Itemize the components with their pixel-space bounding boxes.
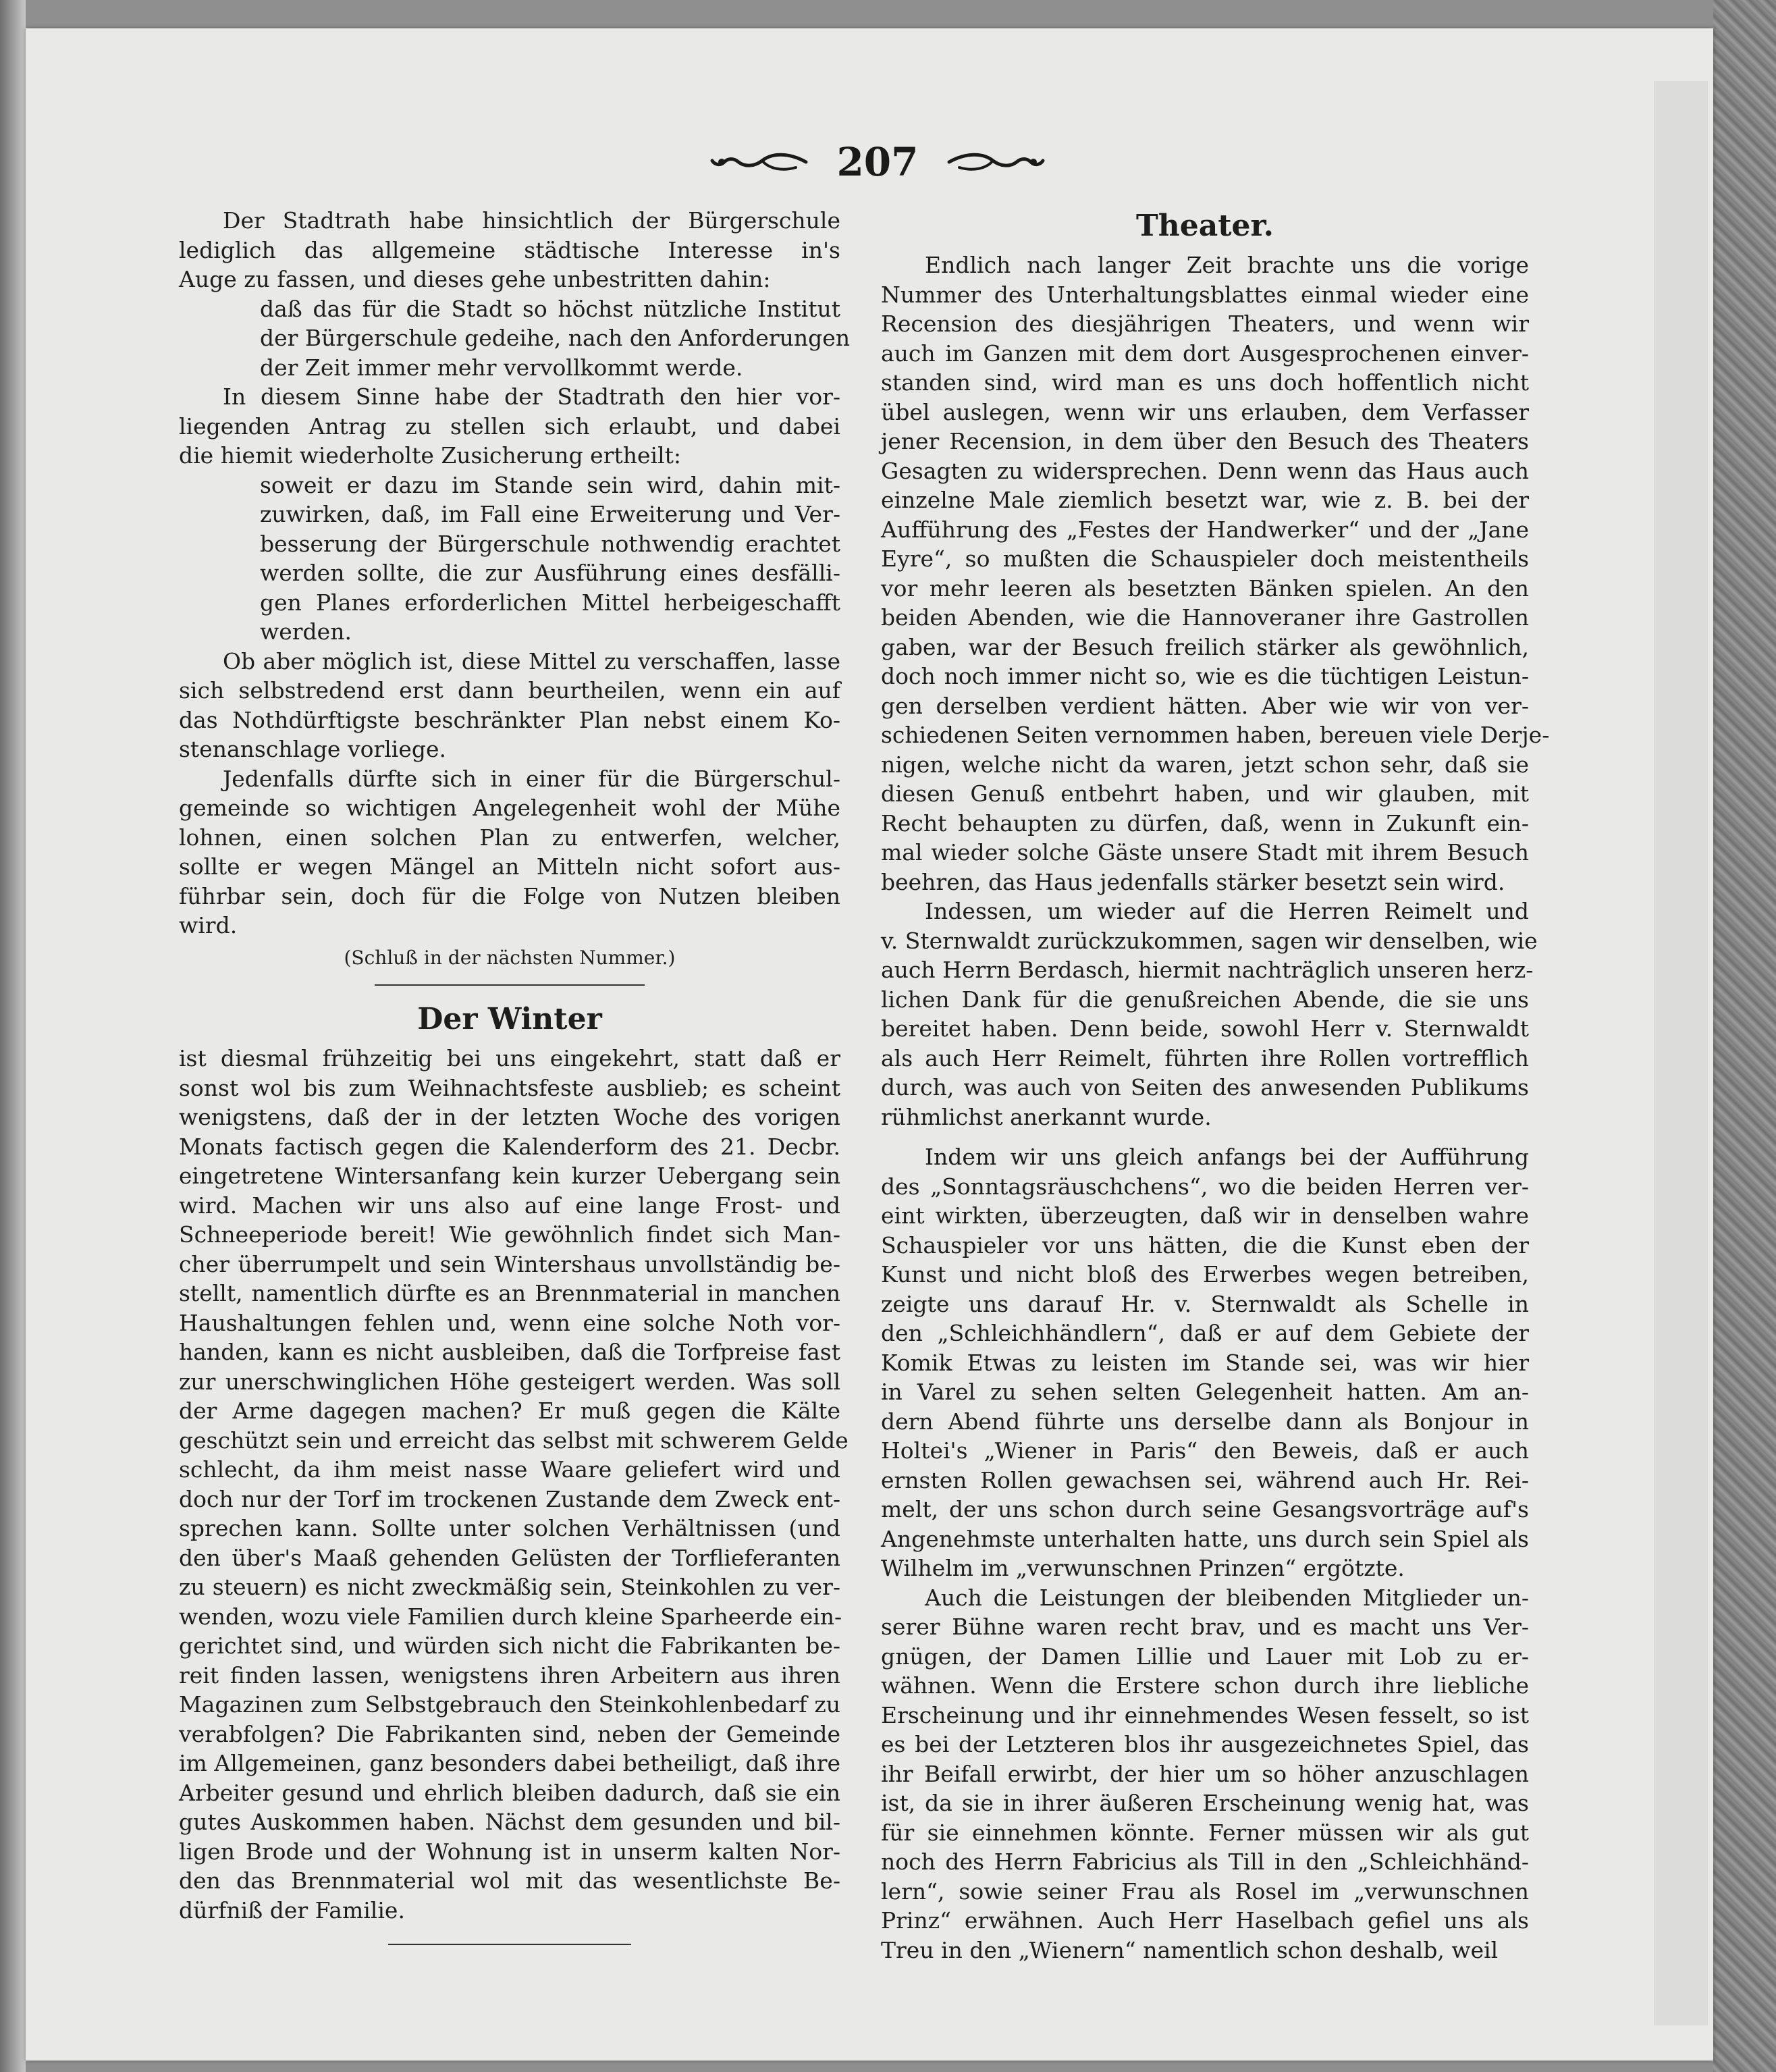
text-line: sich selbstredend erst dann beurtheilen, wenn ein auf	[179, 677, 840, 703]
text-line: Haushaltungen fehlen und, wenn eine solche Noth vor-	[179, 1309, 840, 1336]
text-line: führbar sein, doch für die Folge von Nutzen bleiben	[179, 882, 840, 909]
text-line: rühmlichst anerkannt wurde.	[881, 1103, 1212, 1130]
paragraph	[179, 206, 840, 294]
text-line: Auge zu fassen, und dieses gehe unbestritten dahin:	[179, 266, 771, 292]
paragraph	[179, 471, 840, 647]
text-line: die hiemit wiederholte Zusicherung ertheilt:	[179, 442, 682, 469]
text-line: wenigstens, daß der in der letzten Woche des vorigen	[179, 1104, 840, 1130]
text-line: wähnen. Wenn die Erstere schon durch ihre liebliche	[881, 1672, 1529, 1699]
text-line: Angenehmste unterhalten hatte, uns durch sein Spiel als	[881, 1525, 1529, 1552]
text-line: der Bürgerschule gedeihe, nach den Anforderungen	[260, 325, 851, 351]
text-line: ligen Brode und der Wohnung ist in unserm kalten Nor-	[179, 1838, 840, 1865]
text-line: Komik Etwas zu leisten im Stande sei, was wir hier	[881, 1349, 1529, 1376]
page-header	[702, 132, 1053, 192]
text-line: das Nothdürftigste beschränkter Plan nebst einem Ko-	[179, 706, 840, 733]
adjacent-page-edge	[1654, 81, 1708, 2025]
text-line: der Arme dagegen machen? Er muß gegen die Kälte	[179, 1398, 840, 1424]
text-line: Kunst und nicht bloß des Erwerbes wegen betreiben,	[881, 1261, 1529, 1287]
winter-title: Der Winter	[417, 1002, 602, 1036]
text-line: stellt, namentlich dürfte es an Brennmaterial in manchen	[179, 1280, 840, 1306]
paragraph	[179, 764, 840, 940]
book-spine	[0, 0, 26, 2072]
text-line: eingetretene Wintersanfang kein kurzer Uebergang sein	[179, 1163, 840, 1189]
text-line: lichen Dank für die genußreichen Abende, die sie uns	[881, 986, 1529, 1013]
text-line: gen Planes erforderlichen Mittel herbeigeschafft	[260, 589, 840, 616]
text-line: daß das für die Stadt so höchst nützliche Institut	[260, 295, 840, 322]
text-line: Monats factisch gegen die Kalenderform des 21. Decbr.	[179, 1133, 840, 1160]
text-line: Eyre“, so mußten die Schauspieler doch meistentheils	[881, 546, 1529, 572]
text-line: schlecht, da ihm meist nasse Waare geliefert wird und	[179, 1456, 840, 1483]
text-line: ihr Beifall erwirbt, der hier um so höher anzuschlagen	[881, 1760, 1529, 1787]
theater-article	[881, 250, 1550, 1965]
paragraph	[881, 1583, 1529, 1965]
text-line: v. Sternwaldt zurückzukommen, sagen wir denselben, wie	[881, 927, 1538, 954]
text-line: sollte er wegen Mängel an Mitteln nicht sofort aus-	[179, 853, 840, 880]
section-divider	[375, 984, 645, 986]
text-line: beehren, das Haus jedenfalls stärker besetzt sein wird.	[881, 868, 1505, 895]
text-line: nigen, welche nicht da waren, jetzt schon sehr, daß sie	[881, 751, 1529, 778]
text-line: für sie einnehmen könnte. Ferner müssen wir als gut	[881, 1819, 1529, 1846]
text-line: lohnen, einen solchen Plan zu entwerfen, welcher,	[179, 824, 840, 851]
text-line: Recht behaupten zu dürfen, daß, wenn in Zukunft ein-	[881, 809, 1529, 836]
text-line: Erscheinung und ihr einnehmendes Wesen fesselt, so ist	[881, 1701, 1529, 1728]
text-line: lediglich das allgemeine städtische Interesse in's	[179, 236, 840, 263]
text-line: wenden, wozu viele Familien durch kleine Sparheerde ein-	[179, 1603, 842, 1630]
text-line: Endlich nach langer Zeit brachte uns die vorige	[925, 252, 1529, 278]
text-line: gnügen, der Damen Lillie und Lauer mit Lob zu er-	[881, 1643, 1529, 1670]
text-line: Nummer des Unterhaltungsblattes einmal wieder eine	[881, 281, 1529, 308]
text-line: doch noch immer nicht so, wie es die tüchtigen Leistun-	[881, 663, 1529, 689]
text-line: ist, da sie in ihrer äußeren Erscheinung wenig hat, was	[881, 1790, 1529, 1816]
paragraph	[179, 382, 840, 471]
text-line: den über's Maaß gehenden Gelüsten der Torflieferanten	[179, 1544, 840, 1571]
text-line: cher überrumpelt und sein Wintershaus unvollständig be-	[179, 1250, 840, 1277]
text-line: Recension des diesjährigen Theaters, und wenn wir	[881, 311, 1529, 337]
text-line: Schauspieler vor uns hätten, die die Kunst eben der	[881, 1231, 1529, 1258]
text-line: den das Brennmaterial wol mit das wesentlichste Be-	[179, 1867, 840, 1894]
paragraph	[179, 647, 840, 764]
text-line: als auch Herr Reimelt, führten ihre Rollen vortrefflich	[881, 1044, 1529, 1071]
text-line: besserung der Bürgerschule nothwendig erachtet	[260, 530, 840, 557]
paragraph	[881, 897, 1538, 1132]
text-line: den „Schleichhändlern“, daß er auf dem Gebiete der	[881, 1320, 1529, 1346]
text-line: einzelne Male ziemlich besetzt war, wie z. B. bei der	[881, 487, 1529, 513]
text-line: serer Bühne waren recht brav, und es macht uns Ver-	[881, 1614, 1529, 1640]
text-line: im Allgemeinen, ganz besonders dabei betheiligt, daß ihre	[179, 1750, 840, 1776]
page-number: 207	[836, 139, 919, 185]
text-line: reit finden lassen, wenigstens ihren Arbeitern aus ihren	[179, 1662, 840, 1689]
text-line: Holtei's „Wiener in Paris“ den Beweis, daß er auch	[881, 1437, 1529, 1464]
text-line: vor mehr leeren als besetzten Bänken spielen. An den	[881, 575, 1529, 602]
text-line: gerichtet sind, und würden sich nicht die Fabrikanten be-	[179, 1632, 840, 1659]
text-line: mal wieder solche Gäste unsere Stadt mit ihrem Besuch	[881, 839, 1529, 866]
text-line: melt, der uns schon durch seine Gesangsvorträge auf's	[881, 1496, 1529, 1522]
text-line: Indessen, um wieder auf die Herren Reimelt und	[925, 898, 1529, 924]
text-line: Wilhelm im „verwunschnen Prinzen“ ergötzte.	[881, 1555, 1405, 1581]
text-line: auch im Ganzen mit dem dort Ausgesprochenen einver-	[881, 340, 1529, 367]
text-line: jener Recension, in dem über den Besuch des Theaters	[881, 428, 1529, 454]
text-line: sonst wol bis zum Weihnachtsfeste ausblieb; es scheint	[179, 1074, 840, 1101]
marbled-cover-edge	[1713, 0, 1776, 2072]
text-line: Ob aber möglich ist, diese Mittel zu verschaffen, lasse	[223, 647, 840, 674]
right-ornament-icon	[946, 149, 1047, 176]
text-line: Aufführung des „Festes der Handwerker“ und der „Jane	[881, 516, 1529, 543]
text-line: doch nur der Torf im trockenen Zustande dem Zweck ent-	[179, 1485, 840, 1512]
text-line: In diesem Sinne habe der Stadtrath den hier vor-	[223, 383, 840, 410]
text-line: Auch die Leistungen der bleibenden Mitglieder un-	[925, 1584, 1529, 1611]
text-line: Der Stadtrath habe hinsichtlich der Bürgerschule	[223, 207, 840, 234]
text-line: stenanschlage vorliege.	[179, 736, 447, 762]
right-column	[881, 206, 1550, 1965]
text-line: Treu in den „Wienern“ namentlich schon deshalb, weil	[881, 1936, 1499, 1963]
text-line: gaben, war der Besuch freilich stärker als gewöhnlich,	[881, 633, 1529, 660]
text-line: des „Sonntagsräuschchens“, wo die beiden Herren ver-	[881, 1173, 1529, 1200]
text-line: auch Herrn Berdasch, hiermit nachträglich unseren herz-	[881, 957, 1534, 983]
paragraph	[881, 1142, 1529, 1583]
left-column	[179, 206, 851, 1959]
text-line: Indem wir uns gleich anfangs bei der Aufführung	[925, 1144, 1529, 1170]
theater-title: Theater.	[1135, 209, 1274, 243]
text-line: Schneeperiode bereit! Wie gewöhnlich findet sich Man-	[179, 1221, 840, 1248]
text-line: handen, kann es nicht ausbleiben, daß die Torfpreise fast	[179, 1339, 840, 1365]
text-line: ist diesmal frühzeitig bei uns eingekehrt, statt daß er	[179, 1045, 840, 1071]
text-line: dern Abend führte uns derselbe dann als Bonjour in	[881, 1408, 1529, 1435]
text-line: ernsten Rollen gewachsen sei, während auch Hr. Rei-	[881, 1466, 1529, 1493]
paragraph	[881, 250, 1550, 897]
text-line: werden.	[260, 618, 352, 645]
text-line: Jedenfalls dürfte sich in einer für die Bürgerschul-	[223, 765, 840, 792]
text-line: zeigte uns darauf Hr. v. Sternwaldt als Schelle in	[881, 1290, 1529, 1317]
text-line: gutes Auskommen haben. Nächst dem gesunden und bil-	[179, 1809, 840, 1835]
text-line: Arbeiter gesund und ehrlich bleiben dadurch, daß sie ein	[179, 1779, 840, 1806]
text-line: dürfniß der Familie.	[179, 1896, 405, 1923]
text-line: bereitet haben. Denn beide, sowohl Herr v. Sternwaldt	[881, 1015, 1529, 1042]
text-line: diesen Genuß entbehrt haben, und wir glauben, mit	[881, 780, 1529, 807]
text-line: schiedenen Seiten vernommen haben, bereuen viele Derje-	[881, 722, 1550, 748]
council-article	[179, 206, 851, 940]
text-line: beiden Abenden, wie die Hannoveraner ihre Gastrollen	[881, 604, 1529, 631]
text-line: Magazinen zum Selbstgebrauch den Steinkohlenbedarf zu	[179, 1691, 840, 1718]
text-line: eint wirkten, überzeugten, daß wir in denselben wahre	[881, 1202, 1529, 1229]
text-line: in Varel zu sehen selten Gelegenheit hatten. Am an-	[881, 1379, 1529, 1405]
text-line: Prinz“ erwähnen. Auch Herr Haselbach gefiel uns als	[881, 1907, 1529, 1934]
text-line: zuwirken, daß, im Fall eine Erweiterung und Ver-	[260, 501, 840, 527]
text-line: soweit er dazu im Stande sein wird, dahin mit-	[260, 471, 840, 498]
text-line: gemeinde so wichtigen Angelegenheit wohl der Mühe	[179, 795, 840, 821]
paragraph	[179, 294, 851, 383]
text-line: geschützt sein und erreicht das selbst mit schwerem Gelde	[179, 1427, 849, 1454]
text-line: es bei der Letzteren blos ihr ausgezeichnetes Spiel, das	[881, 1731, 1529, 1757]
text-line: durch, was auch von Seiten des anwesenden Publikums	[881, 1074, 1529, 1100]
text-line: wird.	[179, 912, 238, 938]
text-line: standen sind, wird man es uns doch hoffentlich nicht	[881, 369, 1529, 396]
text-line: Gesagten zu widersprechen. Denn wenn das Haus auch	[881, 457, 1529, 484]
text-line: sprechen kann. Sollte unter solchen Verhältnissen (und	[179, 1515, 840, 1541]
text-line: liegenden Antrag zu stellen sich erlaubt, und dabei	[179, 413, 840, 440]
text-line: gen derselben verdient hätten. Aber wie wir von ver-	[881, 692, 1529, 719]
text-line: zur unerschwinglichen Höhe gesteigert werden. Was soll	[179, 1368, 840, 1395]
text-line: wird. Machen wir uns also auf eine lange Frost- und	[179, 1192, 840, 1219]
text-line: lern“, sowie seiner Frau als Rosel im „verwunschnen	[881, 1878, 1529, 1905]
text-line: werden sollte, die zur Ausführung eines desfälli-	[260, 560, 840, 586]
left-ornament-icon	[708, 149, 809, 176]
text-line: noch des Herrn Fabricius als Till in den „Schleichhänd-	[881, 1849, 1529, 1875]
end-divider	[388, 1944, 631, 1945]
winter-article	[179, 1044, 849, 1925]
text-line: übel auslegen, wenn wir uns erlauben, dem Verfasser	[881, 398, 1529, 425]
text-line: zu steuern) es nicht zweckmäßig sein, Steinkohlen zu ver-	[179, 1574, 840, 1600]
text-line: der Zeit immer mehr vervollkommt werde.	[260, 354, 743, 381]
continuation-note: (Schluß in der nächsten Nummer.)	[344, 946, 676, 969]
text-line: verabfolgen? Die Fabrikanten sind, neben der Gemeinde	[179, 1720, 840, 1747]
